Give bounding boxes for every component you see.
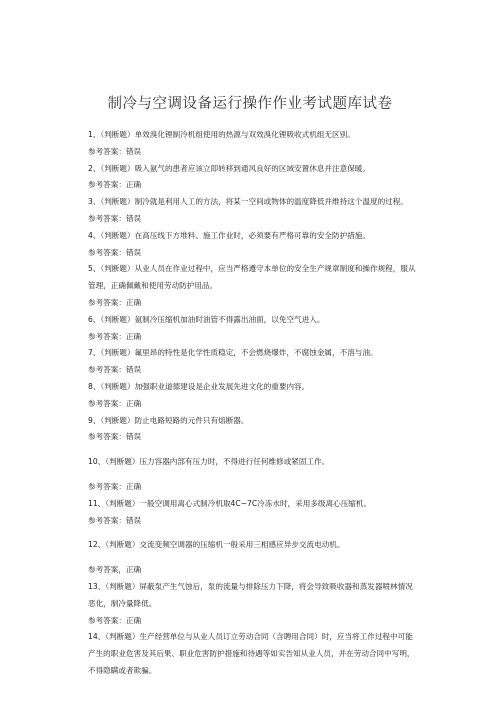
- question-text: 4、（判断题）在高压线下方堆料、施工作业时，必须要有严格可靠的安全防护措施。: [88, 230, 370, 240]
- spacer: [88, 529, 418, 537]
- question-list: [88, 127, 418, 680]
- answer-text: 参考答案：错误: [88, 247, 142, 257]
- spacer: [88, 554, 418, 562]
- question-text: 9、（判断题）防止电路短路的元件只有熔断器。: [88, 415, 249, 425]
- question-text: 11、（判断题）一般空调用离心式制冷机取4C~7C冷冻水时，采用多级离心压缩机。: [88, 498, 372, 508]
- question-text: 3、（判断题）制冷就是利用人工的方法，将某一空间或物体的温度降低并维持这个温度的过程。: [88, 197, 408, 207]
- answer-text: 参考答案：错误: [88, 365, 142, 375]
- spacer: [88, 471, 418, 479]
- question-text: 13、（判断题）屏蔽泵产生气蚀后，泵的流量与排除压力下降，将会导致吸收器和蒸发器喷林情况恶化，制冷量降低。: [88, 581, 413, 608]
- question-text: 5、（判断题）从业人员在作业过程中，应当严格遵守本单位的安全生产规章制度和操作规程，服从管理，正确佩戴和使用劳动防护用品。: [88, 264, 416, 291]
- answer-text: 参考答案：错误: [88, 432, 142, 442]
- question-text: 10、（判断题）压力容器内部有压力时，不得进行任何维修或紧固工作。: [88, 457, 330, 467]
- answer-text: 参考答案，正确: [88, 565, 142, 575]
- question-text: 12、（判断题）交流变频空调器的压缩机一般采用三相感应异步交流电动机。: [88, 540, 345, 550]
- answer-text: 参考答案：正确: [88, 331, 142, 341]
- answer-text: 参考答案：正确: [88, 297, 142, 307]
- answer-text: 参考答案：正确: [88, 180, 142, 190]
- spacer: [88, 446, 418, 454]
- answer-text: 参考答案：正确: [88, 481, 142, 491]
- document-title: 制冷与空调设备运行操作作业考试题库试卷: [107, 96, 393, 112]
- question-text: 14、（判断题）生产经营单位与从业人员订立劳动合同（含聘用合同）时，应当将工作过程中可能产生的职业危害及其后果、职业危害防护措施和待遇等如实告知从业人员，并在劳动合同中写明，不得隐瞒或者欺骗。: [88, 632, 415, 675]
- answer-text: 参考答案：正确: [88, 615, 142, 625]
- answer-text: 参考答案：错误: [88, 213, 142, 223]
- question-text: 6、（判断题）氨制冷压缩机加油时油管不得露出油面，以免空气进入。: [88, 314, 325, 324]
- answer-text: 参考答案：正确: [88, 398, 142, 408]
- question-text: 1、（判断题）单效溴化锂制冷机组使用的热源与双效溴化锂吸收式机组无区别。: [88, 130, 355, 139]
- question-text: 8、（判断题）加强职业道德建设是企业发展先进文化的重要内容。: [88, 381, 310, 391]
- question-text: 2、（判断题）吸入氨气的患者应该立即转移到通风良好的区域安置休息并注意保暖。: [88, 163, 370, 173]
- answer-text: 参考答案：错误: [88, 515, 142, 525]
- answer-text: 参考答案：错误: [88, 146, 142, 156]
- question-text: 7、（判断题）氟里昂的特性是化学性质稳定，不会燃烧爆炸，不腐蚀金属，不溶与油。: [88, 348, 378, 358]
